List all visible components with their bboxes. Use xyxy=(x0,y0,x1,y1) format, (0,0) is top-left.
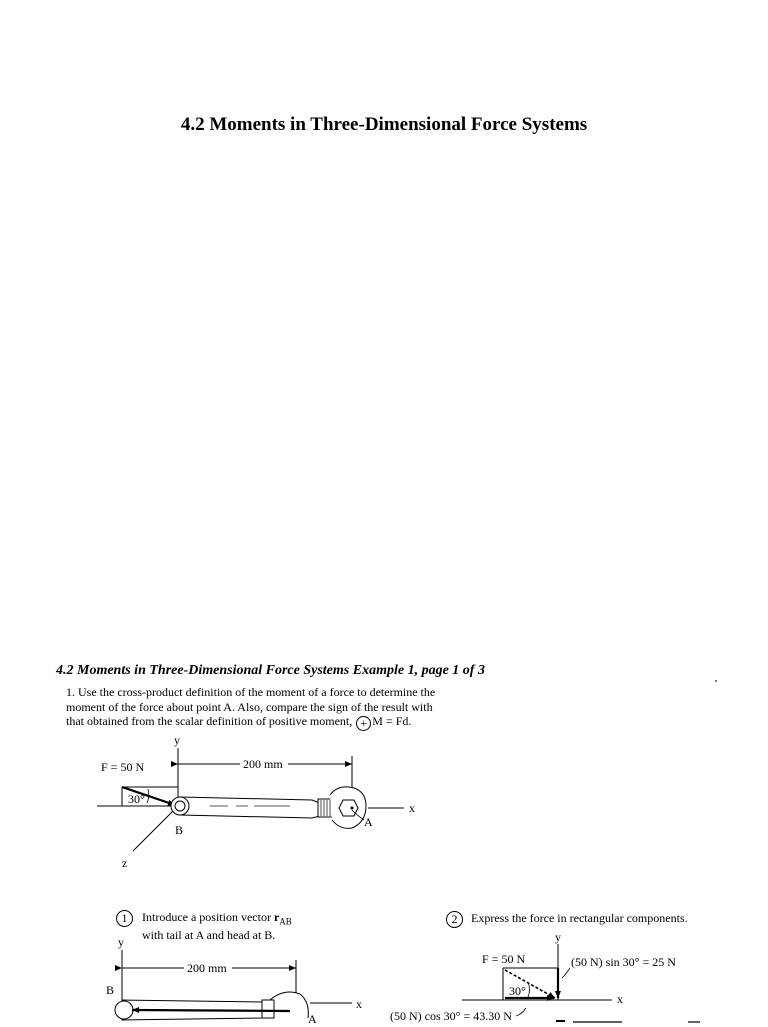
step1-point-b: B xyxy=(106,983,115,997)
main-force-label: F = 50 N xyxy=(101,760,145,774)
main-z-label: z xyxy=(122,856,128,870)
step1-x-label: x xyxy=(356,997,362,1011)
problem-line-2: moment of the force about point A. Also, compare the sign of the result with xyxy=(66,699,433,714)
step2-y-label: y xyxy=(555,930,561,944)
sin-leader xyxy=(562,968,570,978)
example-heading: 4.2 Moments in Three-Dimensional Force Systems Example 1, page 1 of 3 xyxy=(56,663,485,678)
main-angle-label: 30° xyxy=(128,792,145,806)
main-x-label: x xyxy=(409,801,415,815)
main-point-b: B xyxy=(175,823,184,837)
step2-force-label: F = 50 N xyxy=(482,952,526,966)
step1-text-line2: with tail at A and head at B. xyxy=(142,928,276,943)
step2-text: Express the force in rectangular components. xyxy=(471,911,688,925)
step2-number: 2 xyxy=(446,911,463,928)
positive-moment-icon: + xyxy=(356,716,371,731)
main-z-axis xyxy=(133,806,178,851)
step1-vector-symbol: r xyxy=(273,910,280,924)
step2-x-label: x xyxy=(617,992,623,1006)
step1-y-label: y xyxy=(118,935,124,949)
main-point-a: A xyxy=(364,815,373,829)
step2-number-badge xyxy=(446,910,463,928)
step1-number-badge xyxy=(116,909,133,927)
main-y-label: y xyxy=(174,733,180,747)
step1-text-line1: Introduce a position vector xyxy=(142,910,274,924)
step2-cos-label: (50 N) cos 30° = 43.30 N xyxy=(390,1009,512,1023)
step1-figure xyxy=(115,950,352,1020)
step1-point-a: A xyxy=(308,1012,317,1026)
step1-number: 1 xyxy=(116,910,133,927)
problem-line-1: 1. Use the cross-product definition of the moment of a force to determine the xyxy=(66,685,436,699)
step1-text xyxy=(142,910,292,942)
page-title: 4.2 Moments in Three-Dimensional Force Systems xyxy=(180,114,588,135)
step1-position-vector xyxy=(132,1010,290,1011)
step1-vector-subscript: AB xyxy=(279,916,292,927)
main-dimension-label: 200 mm xyxy=(243,757,283,771)
step2-sin-label: (50 N) sin 30° = 25 N xyxy=(571,955,676,969)
cos-leader xyxy=(516,1008,526,1016)
step1-dimension-label: 200 mm xyxy=(187,961,227,975)
problem-line-3-text: that obtained from the scalar definition of positive moment, xyxy=(66,714,353,728)
moment-equation: M = Fd. xyxy=(372,714,412,728)
wrench-drawing xyxy=(171,787,366,828)
step2-angle-label: 30° xyxy=(509,984,526,998)
